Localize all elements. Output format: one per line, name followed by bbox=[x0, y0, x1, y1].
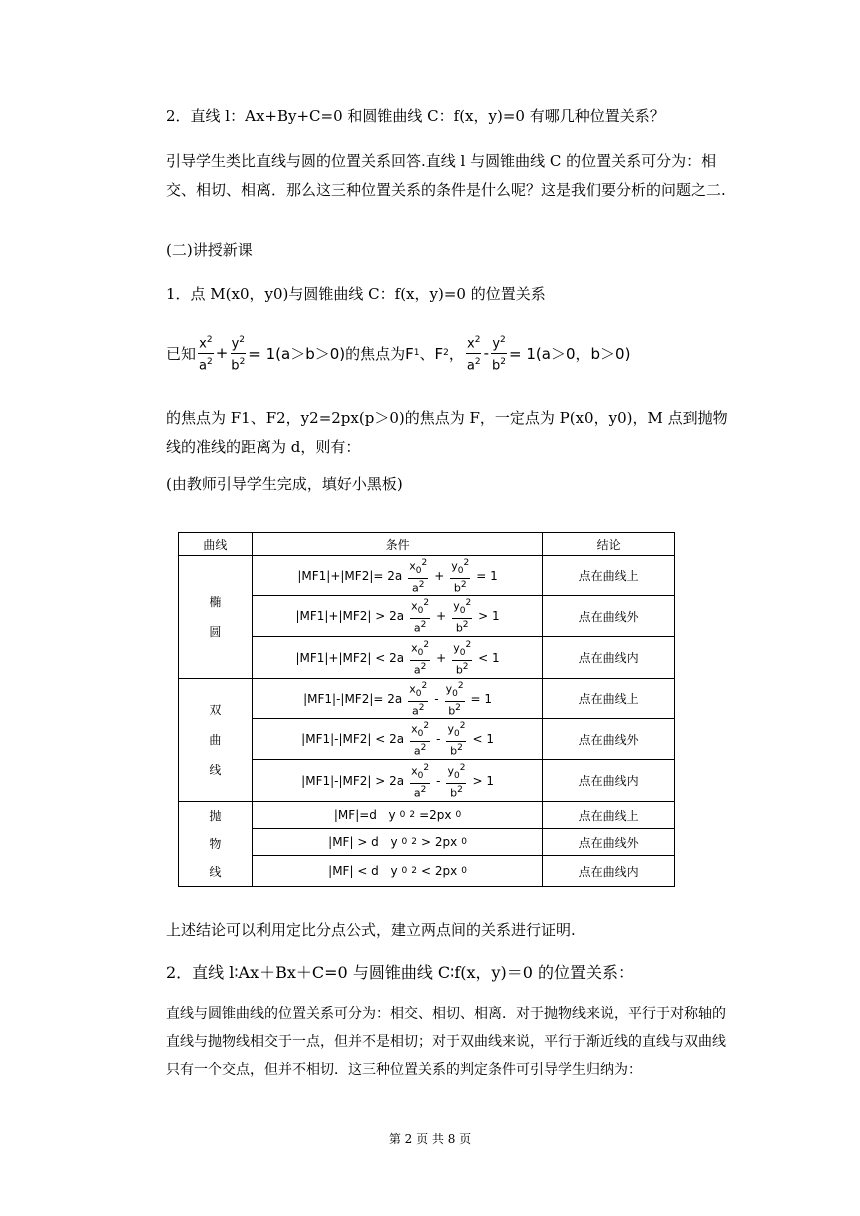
formula-sep: 、F bbox=[419, 344, 444, 363]
formula-prefix: 已知 bbox=[166, 344, 197, 363]
table-cell-condition: |MF| > d y 0 2 > 2px 0 bbox=[252, 829, 543, 856]
header-result: 结论 bbox=[543, 533, 675, 556]
guide-text: 引导学生类比直线与圆的位置关系回答.直线 l 与圆锥曲线 C 的位置关系可分为：相交、相切、相离．那么这三种位置关系的条件是什么呢？这是我们要分析的问题之二. bbox=[166, 152, 726, 199]
hyperbola-label: 双 曲 线 bbox=[179, 679, 253, 802]
table-cell-result: 点在曲线内 bbox=[543, 637, 675, 679]
table-cell-result: 点在曲线内 bbox=[543, 856, 675, 887]
header-curve: 曲线 bbox=[179, 533, 253, 556]
table-cell-result: 点在曲线上 bbox=[543, 679, 675, 719]
focus-paragraph: 的焦点为 F1、F2，y2=2px(p＞0)的焦点为 F，一定点为 P(x0，y0)，M 点到抛物线的准线的距离为 d，则有： bbox=[166, 409, 728, 456]
f2-sub: 2 bbox=[443, 348, 449, 358]
section-heading: (二)讲授新课 bbox=[166, 241, 253, 259]
table-cell-condition: |MF1|+|MF2| > 2a $\frac{x_0^2}{a^2}$ + $\frac{y_0^2}{b^2}$ > 1 bbox=[252, 596, 543, 637]
page-footer: 第 2 页 共 8 页 bbox=[388, 1132, 472, 1146]
table-cell-condition: |MF| < d y 0 2 < 2px 0 bbox=[252, 856, 543, 887]
conic-formula: 已知 $\frac{x^2}{a^2}$ + $\frac{y^2}{b^2}$ = 1(a＞b＞0)的焦点为F 1 、F 2 ， $\frac{x^2}{a^2}$ - $\frac{y^2}{b^2}$ = 1(a＞0，b＞0) bbox=[166, 328, 766, 378]
table-cell-condition: |MF|=d y 0 2 =2px 0 bbox=[252, 802, 543, 829]
header-condition: 条件 bbox=[252, 533, 543, 556]
table-cell-condition: |MF1|-|MF2|= 2a $\frac{x_0^2}{a^2}$ - $\frac{y_0^2}{b^2}$ = 1 bbox=[252, 679, 543, 719]
guide-paragraph bbox=[166, 147, 732, 205]
y2-over-b2: $\frac{y^2}{b^2}$ bbox=[230, 332, 246, 374]
table-cell-result: 点在曲线上 bbox=[543, 802, 675, 829]
proof-note: 上述结论可以利用定比分点公式，建立两点间的关系进行证明. bbox=[166, 921, 576, 939]
table-cell-result: 点在曲线外 bbox=[543, 719, 675, 760]
table-cell-result: 点在曲线外 bbox=[543, 596, 675, 637]
line-relation-paragraph: 直线与圆锥曲线的位置关系可分为：相交、相切、相离．对于抛物线来说，平行于对称轴的直线与抛物线相交于一点，但并不是相切；对于双曲线来说，平行于渐近线的直线与双曲线只有一个交点，但并不相切．这三种位置关系的判定条件可引导学生归纳为： bbox=[166, 1006, 726, 1078]
point-relation-heading: 1．点 M(x0，y0)与圆锥曲线 C：f(x，y)=0 的位置关系 bbox=[166, 285, 546, 303]
table-cell-result: 点在曲线上 bbox=[543, 556, 675, 596]
x2-over-a2: $\frac{x^2}{a^2}$ bbox=[198, 332, 214, 374]
table-cell-condition: |MF1|-|MF2| < 2a $\frac{x_0^2}{a^2}$ - $\frac{y_0^2}{b^2}$ < 1 bbox=[252, 719, 543, 760]
conditions-table bbox=[178, 532, 675, 887]
hyperbola-rhs: = 1(a＞0，b＞0) bbox=[509, 344, 631, 363]
formula-comma: ， bbox=[448, 344, 464, 363]
hyper-y2-over-b2: $\frac{y^2}{b^2}$ bbox=[491, 332, 507, 374]
parabola-label: 抛 物 线 bbox=[179, 802, 253, 887]
teacher-note: (由教师引导学生完成，填好小黑板) bbox=[166, 475, 403, 493]
table-cell-result: 点在曲线外 bbox=[543, 829, 675, 856]
question-paragraph: 2．直线 l：Ax+By+C=0 和圆锥曲线 C：f(x，y)=0 有哪几种位置关系？ bbox=[166, 107, 665, 125]
ellipse-label: 椭 圆 bbox=[179, 556, 253, 679]
table-cell-condition: |MF1|+|MF2|= 2a $\frac{x_0^2}{a^2}$ + $\frac{y_0^2}{b^2}$ = 1 bbox=[252, 556, 543, 596]
hyper-x2-over-a2: $\frac{x^2}{a^2}$ bbox=[466, 332, 482, 374]
table-cell-result: 点在曲线内 bbox=[543, 760, 675, 802]
ellipse-rhs: = 1(a＞b＞0)的焦点为F bbox=[248, 344, 414, 363]
f1-sub: 1 bbox=[413, 348, 420, 358]
table-cell-condition: |MF1|-|MF2| > 2a $\frac{x_0^2}{a^2}$ - $\frac{y_0^2}{b^2}$ > 1 bbox=[252, 760, 543, 802]
line-relation-heading: 2．直线 l∶Ax＋Bx＋C=0 与圆锥曲线 C∶f(x，y)＝0 的位置关系： bbox=[166, 963, 635, 982]
table-cell-condition: |MF1|+|MF2| < 2a $\frac{x_0^2}{a^2}$ + $\frac{y_0^2}{b^2}$ < 1 bbox=[252, 637, 543, 679]
